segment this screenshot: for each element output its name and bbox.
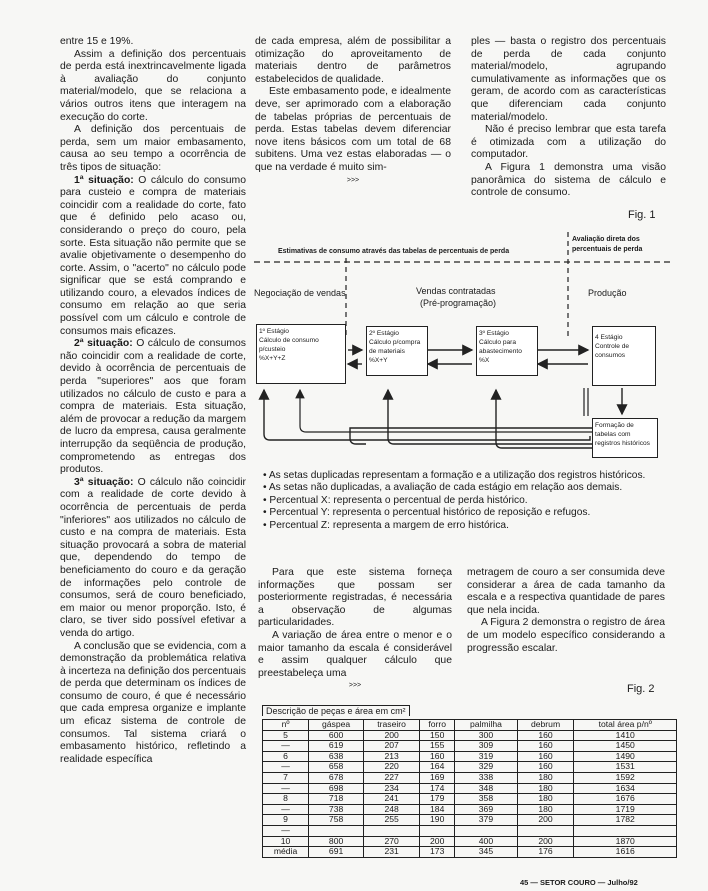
phase-contracted-1: Vendas contratadas: [416, 286, 496, 296]
history-arrow-3: [496, 390, 592, 448]
table-cell: 1616: [574, 847, 677, 858]
table-cell: 220: [364, 762, 420, 773]
table-cell: 200: [517, 836, 574, 847]
history-line: Formação de: [595, 422, 634, 429]
figure-1-label: Fig. 1: [628, 209, 656, 221]
table-cell: 348: [455, 783, 517, 794]
table-cell: 345: [455, 847, 517, 858]
situation-3-text: O cálculo não coincidir com a realidade de corte devido à ocorrência de percentuais de perda "inferiores" aos utilizados no cálculo de custo e na compra de materiais. Esta situação provocará a sobra de material que, dependendo do tempo de beneficiamento do couro e da geração de informações pelo controle de consumos, será de couro beneficiado, em maior ou menor proporção. Isto, é claro, se tiver sido possível efetivar a venda do artigo.: [60, 476, 246, 639]
table-cell: 718: [309, 794, 364, 805]
figure-1-notes: [263, 470, 673, 532]
table-cell: 164: [420, 762, 455, 773]
table-cell: 619: [309, 741, 364, 752]
header-direct-1: Avaliação direta dos: [572, 236, 640, 243]
paragraph: A Figura 2 demonstra o registro de área de um modelo específico considerando a progressão escalar.: [467, 617, 665, 654]
table-cell: 369: [455, 804, 517, 815]
stage-3-line: Cálculo para: [479, 339, 517, 346]
table-row: [263, 847, 677, 858]
stage-3-title: 3º Estágio: [479, 330, 509, 337]
table-cell: [364, 825, 420, 836]
table-cell: 338: [455, 772, 517, 783]
text-column-3-lower: [467, 567, 665, 655]
table-cell: 169: [420, 772, 455, 783]
table-row: [263, 751, 677, 762]
table-cell: —: [263, 741, 309, 752]
situation-1-label: 1ª situação:: [74, 174, 134, 186]
table-cell: 1410: [574, 730, 677, 741]
table-row: [263, 741, 677, 752]
table-cell: 160: [517, 730, 574, 741]
table-row: [263, 772, 677, 783]
table-cell: média: [263, 847, 309, 858]
stage-1-line: p/custeio: [259, 346, 286, 353]
table-cell: 379: [455, 815, 517, 826]
phase-production: Produção: [588, 288, 627, 298]
paragraph: Para que este sistema forneça informações que possam ser posteriormente registradas, é necessária a observação de algumas particularidades.: [258, 567, 452, 629]
table-cell: 180: [517, 794, 574, 805]
stage-1-line: Cálculo de consumo: [259, 337, 319, 344]
continuation-mark: >>>: [346, 176, 360, 184]
table-cell: [574, 825, 677, 836]
figure-2-table: [262, 701, 677, 858]
paragraph: de cada empresa, além de possibilitar a otimização do aproveitamento de materiais dentro de parâmetros estabelecidos de qualidade.: [255, 36, 451, 85]
table-cell: 319: [455, 751, 517, 762]
stage-4-box: [592, 326, 656, 386]
situation-1: [60, 175, 246, 339]
table-cell: —: [263, 825, 309, 836]
stage-2-formula: %X+Y: [369, 357, 388, 364]
table-cell: 600: [309, 730, 364, 741]
table-cell: 1450: [574, 741, 677, 752]
table-cell: 658: [309, 762, 364, 773]
table-cell: 200: [517, 815, 574, 826]
table-cell: 678: [309, 772, 364, 783]
table-row: [263, 783, 677, 794]
table-cell: 1592: [574, 772, 677, 783]
table-cell: [455, 825, 517, 836]
table-cell: 248: [364, 804, 420, 815]
table-cell: 255: [364, 815, 420, 826]
table-cell: 5: [263, 730, 309, 741]
table-cell: 800: [309, 836, 364, 847]
phase-negotiation: Negociação de vendas: [254, 288, 346, 298]
table-cell: 173: [420, 847, 455, 858]
table-cell: 738: [309, 804, 364, 815]
column-header: forro: [420, 720, 455, 731]
paragraph: metragem de couro a ser consumida deve considerar a área de cada tamanho da escala e a respectiva quantidade de pares que nela incida.: [467, 567, 665, 616]
stage-1-formula: %X+Y+Z: [259, 355, 286, 362]
page-footer: 45 — SETOR COURO — Julho/92: [520, 878, 638, 887]
stage-1-box: [256, 324, 346, 384]
column-header: nº: [263, 720, 309, 731]
table-cell: 200: [364, 730, 420, 741]
table-row: [263, 762, 677, 773]
paragraph: ples — basta o registro dos percentuais de perda de cada conjunto material/modelo, agrupando cumulativamente as informações que os geram, de acordo com as características que diferenciam cada conjunto material/modelo.: [471, 36, 666, 123]
column-header: gáspea: [309, 720, 364, 731]
column-header: total área p/nº: [574, 720, 677, 731]
table-cell: 184: [420, 804, 455, 815]
table-cell: 160: [517, 762, 574, 773]
stage-3-formula: %X: [479, 357, 490, 364]
table-cell: 213: [364, 751, 420, 762]
table-cell: [517, 825, 574, 836]
header-direct-2: percentuais de perda: [572, 246, 643, 253]
history-tables-box: [592, 418, 658, 458]
table-cell: —: [263, 762, 309, 773]
stage-2-title: 2º Estágio: [369, 330, 399, 337]
table-body: [263, 730, 677, 857]
table-cell: —: [263, 804, 309, 815]
table-cell: 1531: [574, 762, 677, 773]
column-header: traseiro: [364, 720, 420, 731]
history-line: registros históricos: [595, 440, 650, 447]
table-header-row: [263, 720, 677, 731]
paragraph: A definição dos percentuais de perda, sem um maior embasamento, causa ao seu tempo a ocorrência de três tipos de situação:: [60, 124, 246, 173]
figure-2-label: Fig. 2: [627, 683, 655, 695]
table-row: [263, 794, 677, 805]
table-cell: 1634: [574, 783, 677, 794]
text-column-3: [471, 36, 666, 200]
table-cell: 180: [517, 772, 574, 783]
stage-4-line: Controle de: [595, 343, 630, 350]
table-cell: 309: [455, 741, 517, 752]
note: • Percentual Z: representa a margem de erro histórica.: [263, 519, 509, 531]
area-table: [262, 719, 677, 858]
table-cell: 9: [263, 815, 309, 826]
table-cell: 234: [364, 783, 420, 794]
phase-contracted-2: (Pré-programação): [420, 298, 497, 308]
stage-2-box: [366, 326, 428, 376]
figure-1-diagram: [250, 228, 674, 466]
stage-4-line: consumos: [595, 352, 626, 359]
table-cell: 1782: [574, 815, 677, 826]
table-cell: 160: [420, 751, 455, 762]
situation-2: [60, 338, 246, 477]
note: • As setas duplicadas representam a formação e a utilização dos registros históricos.: [263, 470, 646, 481]
situation-3-label: 3ª situação:: [74, 476, 134, 488]
situation-1-text: O cálculo do consumo para custeio e compra de materiais coincidir com a realidade do corte, fato que é definido pelo acaso ou, considerando o preço do couro, pela sorte. Esta situação não permite que se avalie objetivamente o desempenho do corte. Assim, o "acerto" no cálculo pode significar que se está comprando e utilizando couro, a elevados índices de consumo em relação ao que seria possível com um cálculo e controle de consumos mais eficazes.: [60, 174, 246, 337]
table-caption: Descrição de peças e área em cm²: [262, 705, 410, 716]
table-row: [263, 836, 677, 847]
table-cell: 227: [364, 772, 420, 783]
table-cell: 179: [420, 794, 455, 805]
table-cell: 160: [517, 741, 574, 752]
table-cell: 1719: [574, 804, 677, 815]
history-loop: [350, 428, 592, 444]
table-cell: 231: [364, 847, 420, 858]
table-cell: 638: [309, 751, 364, 762]
paragraph: A variação de área entre o menor e o maior tamanho da escala é considerável e assim qualquer cálculo que preestabeleça uma: [258, 629, 452, 679]
table-cell: 758: [309, 815, 364, 826]
table-cell: 400: [455, 836, 517, 847]
table-cell: 10: [263, 836, 309, 847]
table-cell: 7: [263, 772, 309, 783]
stage-3-line: abastecimento: [479, 348, 522, 355]
paragraph: Assim a definição dos percentuais de perda está inextrincavelmente ligada à avaliação do conjunto material/modelo, que se relaciona a vários outros itens que interagem na execução do corte.: [60, 48, 246, 123]
situation-3: [60, 477, 246, 641]
table-cell: [309, 825, 364, 836]
column-header: palmilha: [455, 720, 517, 731]
continuation-mark: >>>: [348, 682, 362, 690]
table-cell: 8: [263, 794, 309, 805]
table-cell: 160: [517, 751, 574, 762]
table-cell: 150: [420, 730, 455, 741]
paragraph: Este embasamento pode, e idealmente deve, ser aprimorado com a elaboração de tabelas próprias de percentuais de perda. Estas tabelas devem diferenciar nove itens básicos com um total de 68 subitens. Uma vez estas elaboradas — o que na verdade é muito sim-: [255, 86, 451, 173]
table-cell: 1870: [574, 836, 677, 847]
history-arrow-2: [388, 390, 592, 444]
table-cell: 241: [364, 794, 420, 805]
stage-3-box: [476, 326, 538, 376]
history-line: tabelas com: [595, 431, 631, 438]
table-cell: 200: [420, 836, 455, 847]
table-cell: 270: [364, 836, 420, 847]
paragraph: Não é preciso lembrar que esta tarefa é otimizada com a utilização do computador.: [471, 124, 666, 161]
table-cell: 190: [420, 815, 455, 826]
text-column-2: [255, 36, 451, 187]
table-cell: 176: [517, 847, 574, 858]
note: • As setas não duplicadas, a avaliação de cada estágio em relação aos demais.: [263, 482, 623, 494]
header-estimates: Estimativas de consumo através das tabelas de percentuais de perda: [278, 248, 510, 255]
paragraph: A Figura 1 demonstra uma visão panorâmica do sistema de cálculo e controle de consumo.: [471, 161, 666, 199]
stage-2-line: Cálculo p/compra: [369, 339, 421, 346]
table-cell: 300: [455, 730, 517, 741]
table-row: [263, 730, 677, 741]
situation-2-text: O cálculo de consumos não coincidir com a realidade de corte, devido à ocorrência de percentuais de perda "superiores" aos que foram utilizados no cálculo de custo e para a compra de materiais. Esta situação, além de provocar a redução da margem de lucro da empresa, causa geralmente interrupção da seqüência de produção, comprometendo as entregas dos produtos.: [60, 338, 246, 476]
situation-2-label: 2ª situação:: [74, 338, 133, 350]
text-column-2-lower: [258, 567, 452, 693]
table-cell: 358: [455, 794, 517, 805]
table-cell: 180: [517, 804, 574, 815]
table-cell: 1490: [574, 751, 677, 762]
history-arrow-1b: [300, 390, 592, 432]
table-cell: 698: [309, 783, 364, 794]
table-cell: —: [263, 783, 309, 794]
paragraph: entre 15 e 19%.: [60, 36, 134, 47]
text-column-1: [60, 36, 246, 766]
table-cell: 6: [263, 751, 309, 762]
stage-2-line: de materiais: [369, 348, 405, 355]
table-row: [263, 815, 677, 826]
note: • Percentual Y: representa o percentual histórico de reposição e refugos.: [263, 507, 591, 519]
column-header: debrum: [517, 720, 574, 731]
table-cell: 207: [364, 741, 420, 752]
stage-1-title: 1º Estágio: [259, 328, 289, 335]
stage-4-title: 4 Estágio: [595, 334, 623, 341]
table-cell: 180: [517, 783, 574, 794]
note: • Percentual X: representa o percentual de perda histórico.: [263, 494, 528, 506]
table-cell: [420, 825, 455, 836]
table-cell: 1676: [574, 794, 677, 805]
table-row: [263, 804, 677, 815]
table-cell: 329: [455, 762, 517, 773]
table-cell: 155: [420, 741, 455, 752]
table-row: [263, 825, 677, 836]
table-cell: 174: [420, 783, 455, 794]
paragraph: A conclusão que se evidencia, com a demonstração da problemática relativa à incerteza na definição dos percentuais de perda que determinam os índices de consumo de couro, é que é necessário que cada empresa organize e implante um eficaz sistema de controle de consumos. Tal sistema criará o embasamento histórico, refletindo a realidade específica: [60, 640, 246, 765]
table-cell: 691: [309, 847, 364, 858]
